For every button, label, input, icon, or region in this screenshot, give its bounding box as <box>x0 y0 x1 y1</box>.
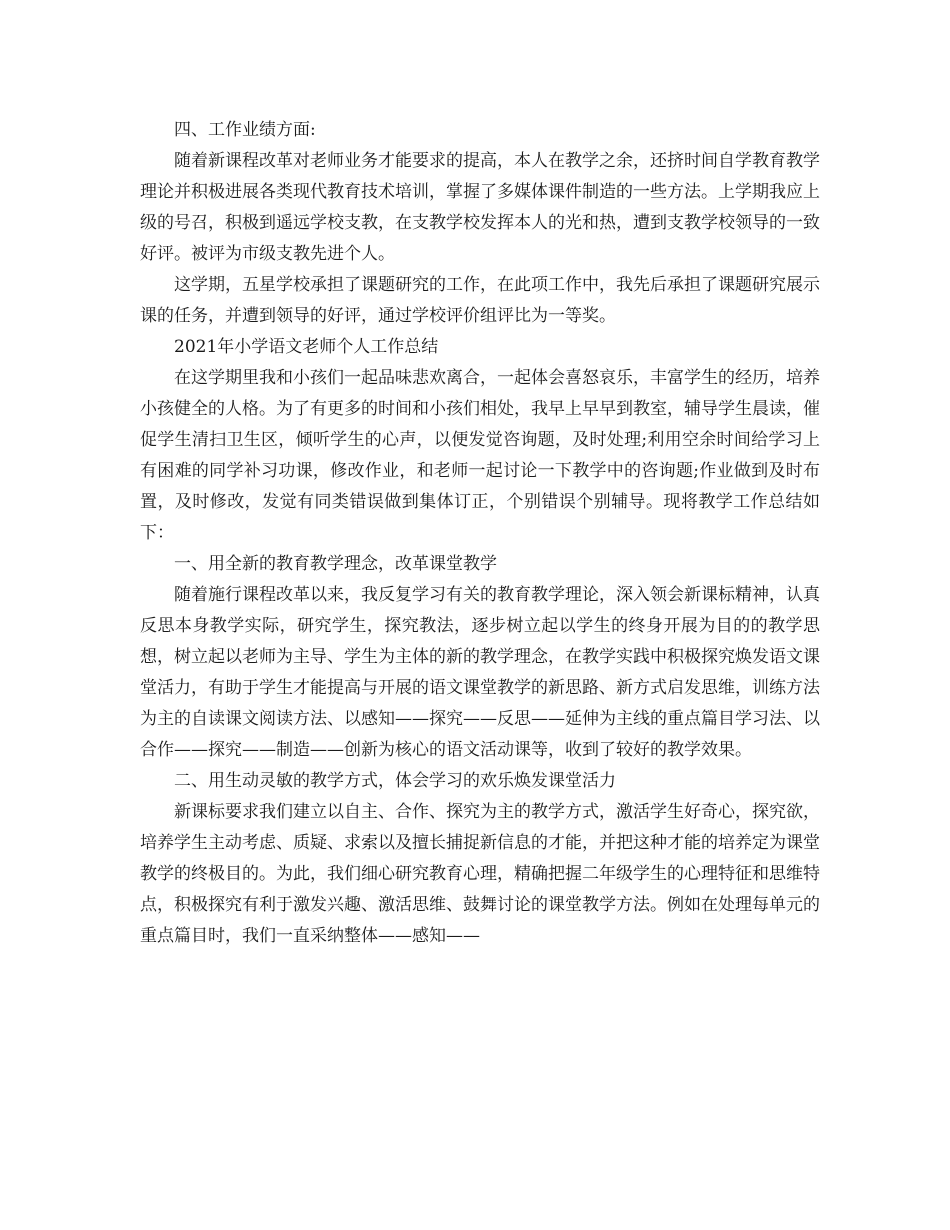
section-heading-4: 四、工作业绩方面: <box>174 120 316 140</box>
paragraph: 随着施行课程改革以来，我反复学习有关的教育教学理论，深入领会新课标精神，认真反思本身教学实际，研究学生，探究教法，逐步树立起以学生的终身开展为目的的教学思想，树立起以老师为主导、学生为主体的新的教学理念，在教学实践中积极探究焕发语文课堂活力，有助于学生才能提高与开展的语文课堂教学的新思路、新方式启发思维，训练方法为主的自读课文阅读方法、以感知——探究——反思——延伸为主线的重点篇目学习法、以合作——探究——制造——创新为核心的语文活动课等，收到了较好的教学效果。 <box>140 585 820 760</box>
paragraph: 随着新课程改革对老师业务才能要求的提高，本人在教学之余，还挤时间自学教育教学理论并积极进展各类现代教育技术培训，掌握了多媒体课件制造的一些方法。上学期我应上级的号召，积极到遥远学校支教，在支教学校发挥本人的光和热，遭到支教学校领导的一致好评。被评为市级支教先进个人。 <box>140 151 820 264</box>
document-title: 2021年小学语文老师个人工作总结 <box>174 337 439 357</box>
paragraph: 这学期，五星学校承担了课题研究的工作，在此项工作中，我先后承担了课题研究展示课的任务，并遭到领导的好评，通过学校评价组评比为一等奖。 <box>140 275 820 326</box>
paragraph: 在这学期里我和小孩们一起品味悲欢离合，一起体会喜怒哀乐，丰富学生的经历，培养小孩健全的人格。为了有更多的时间和小孩们相处，我早上早早到教室，辅导学生晨读，催促学生清扫卫生区，倾听学生的心声，以便发觉咨询题，及时处理;利用空余时间给学习上有困难的同学补习功课，修改作业，和老师一起讨论一下教学中的咨询题;作业做到及时布置，及时修改，发觉有同类错误做到集体订正，个别错误个别辅导。现将教学工作总结如下： <box>140 368 820 543</box>
section-heading-1: 一、用全新的教育教学理念，改革课堂教学 <box>174 554 497 574</box>
document-body <box>140 115 820 952</box>
section-heading-2: 二、用生动灵敏的教学方式，体会学习的欢乐焕发课堂活力 <box>174 771 616 791</box>
paragraph: 新课标要求我们建立以自主、合作、探究为主的教学方式，激活学生好奇心，探究欲，培养学生主动考虑、质疑、求索以及擅长捕捉新信息的才能，并把这种才能的培养定为课堂教学的终极目的。为此，我们细心研究教育心理，精确把握二年级学生的心理特征和思维特点，积极探究有利于激发兴趣、激活思维、鼓舞讨论的课堂教学方法。例如在处理每单元的重点篇目时，我们一直采纳整体——感知—— <box>140 802 820 946</box>
